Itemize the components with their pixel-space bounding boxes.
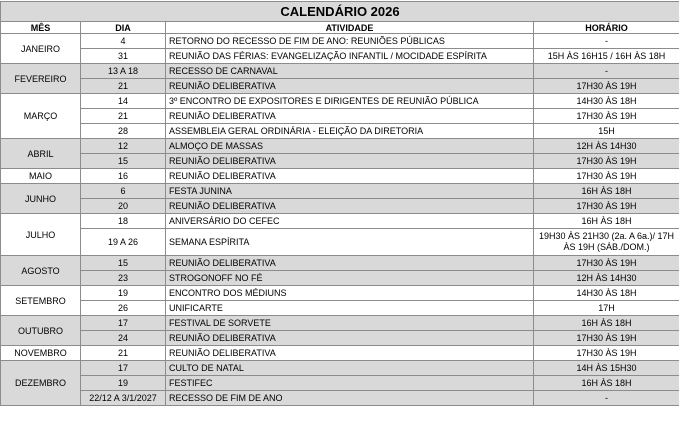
day-cell: 17 — [81, 316, 166, 331]
activity-cell: REUNIÃO DELIBERATIVA — [166, 79, 534, 94]
activity-cell: CULTO DE NATAL — [166, 361, 534, 376]
activity-cell: ASSEMBLEIA GERAL ORDINÁRIA - ELEIÇÃO DA DIRETORIA — [166, 124, 534, 139]
activity-cell: 3º ENCONTRO DE EXPOSITORES E DIRIGENTES DE REUNIÃO PÚBLICA — [166, 94, 534, 109]
day-cell: 21 — [81, 79, 166, 94]
month-cell: MAIO — [1, 169, 81, 184]
day-cell: 4 — [81, 34, 166, 49]
table-row — [1, 79, 679, 94]
table-row — [1, 49, 679, 64]
table-row — [1, 94, 679, 109]
time-cell: 16H ÀS 18H — [534, 214, 679, 229]
time-cell: 17H30 ÀS 19H — [534, 331, 679, 346]
time-cell: 19H30 ÀS 21H30 (2a. A 6a.)/ 17H ÀS 19H (SÁB./DOM.) — [534, 229, 679, 256]
day-cell: 23 — [81, 271, 166, 286]
table-row — [1, 391, 679, 406]
table-row — [1, 286, 679, 301]
time-cell: 17H30 ÀS 19H — [534, 109, 679, 124]
time-cell: 17H30 ÀS 19H — [534, 346, 679, 361]
activity-cell: REUNIÃO DELIBERATIVA — [166, 331, 534, 346]
activity-cell: FESTIFEC — [166, 376, 534, 391]
table-row — [1, 256, 679, 271]
table-row — [1, 346, 679, 361]
table-row — [1, 34, 679, 49]
month-cell: NOVEMBRO — [1, 346, 81, 361]
day-cell: 17 — [81, 361, 166, 376]
activity-cell: REUNIÃO DELIBERATIVA — [166, 169, 534, 184]
table-row — [1, 301, 679, 316]
header-mes: MÊS — [1, 22, 81, 34]
month-cell: AGOSTO — [1, 256, 81, 286]
activity-cell: REUNIÃO DAS FÉRIAS: EVANGELIZAÇÃO INFANTIL / MOCIDADE ESPÍRITA — [166, 49, 534, 64]
day-cell: 19 A 26 — [81, 229, 166, 256]
header-horario: HORÁRIO — [534, 22, 679, 34]
month-cell: ABRIL — [1, 139, 81, 169]
activity-cell: ALMOÇO DE MASSAS — [166, 139, 534, 154]
day-cell: 15 — [81, 256, 166, 271]
day-cell: 6 — [81, 184, 166, 199]
header-dia: DIA — [81, 22, 166, 34]
day-cell: 16 — [81, 169, 166, 184]
table-row — [1, 316, 679, 331]
day-cell: 21 — [81, 109, 166, 124]
calendar-table — [0, 1, 679, 406]
month-cell: FEVEREIRO — [1, 64, 81, 94]
table-row — [1, 199, 679, 214]
activity-cell: FESTIVAL DE SORVETE — [166, 316, 534, 331]
table-row — [1, 214, 679, 229]
day-cell: 19 — [81, 376, 166, 391]
day-cell: 12 — [81, 139, 166, 154]
calendar-title: CALENDÁRIO 2026 — [1, 2, 679, 22]
time-cell: 14H30 ÀS 18H — [534, 94, 679, 109]
time-cell: 17H — [534, 301, 679, 316]
time-cell: 17H30 ÀS 19H — [534, 199, 679, 214]
day-cell: 22/12 A 3/1/2027 — [81, 391, 166, 406]
day-cell: 20 — [81, 199, 166, 214]
time-cell: 17H30 ÀS 19H — [534, 79, 679, 94]
time-cell: 15H — [534, 124, 679, 139]
activity-cell: RETORNO DO RECESSO DE FIM DE ANO: REUNIÕES PÚBLICAS — [166, 34, 534, 49]
time-cell: 16H ÀS 18H — [534, 376, 679, 391]
day-cell: 15 — [81, 154, 166, 169]
activity-cell: REUNIÃO DELIBERATIVA — [166, 109, 534, 124]
day-cell: 21 — [81, 346, 166, 361]
day-cell: 18 — [81, 214, 166, 229]
table-row — [1, 229, 679, 256]
time-cell: 15H ÀS 16H15 / 16H ÀS 18H — [534, 49, 679, 64]
table-row — [1, 64, 679, 79]
month-cell: OUTUBRO — [1, 316, 81, 346]
table-row — [1, 124, 679, 139]
month-cell: JULHO — [1, 214, 81, 256]
time-cell: 14H ÀS 15H30 — [534, 361, 679, 376]
activity-cell: REUNIÃO DELIBERATIVA — [166, 256, 534, 271]
activity-cell: REUNIÃO DELIBERATIVA — [166, 346, 534, 361]
header-atividade: ATIVIDADE — [166, 22, 534, 34]
activity-cell: ANIVERSÁRIO DO CEFEC — [166, 214, 534, 229]
table-row — [1, 376, 679, 391]
activity-cell: RECESSO DE FIM DE ANO — [166, 391, 534, 406]
time-cell: 14H30 ÀS 18H — [534, 286, 679, 301]
time-cell: 12H ÀS 14H30 — [534, 139, 679, 154]
time-cell: - — [534, 391, 679, 406]
month-cell: SETEMBRO — [1, 286, 81, 316]
activity-cell: ENCONTRO DOS MÉDIUNS — [166, 286, 534, 301]
activity-cell: STROGONOFF NO FÉ — [166, 271, 534, 286]
activity-cell: SEMANA ESPÍRITA — [166, 229, 534, 256]
time-cell: 17H30 ÀS 19H — [534, 154, 679, 169]
activity-cell: UNIFICARTE — [166, 301, 534, 316]
activity-cell: REUNIÃO DELIBERATIVA — [166, 199, 534, 214]
table-row — [1, 184, 679, 199]
time-cell: 12H ÀS 14H30 — [534, 271, 679, 286]
table-row — [1, 169, 679, 184]
month-cell: DEZEMBRO — [1, 361, 81, 406]
time-cell: - — [534, 64, 679, 79]
table-row — [1, 361, 679, 376]
time-cell: 17H30 ÀS 19H — [534, 256, 679, 271]
day-cell: 31 — [81, 49, 166, 64]
activity-cell: REUNIÃO DELIBERATIVA — [166, 154, 534, 169]
table-row — [1, 109, 679, 124]
day-cell: 28 — [81, 124, 166, 139]
table-row — [1, 331, 679, 346]
table-row — [1, 154, 679, 169]
activity-cell: RECESSO DE CARNAVAL — [166, 64, 534, 79]
time-cell: 17H30 ÀS 19H — [534, 169, 679, 184]
day-cell: 13 A 18 — [81, 64, 166, 79]
day-cell: 14 — [81, 94, 166, 109]
time-cell: - — [534, 34, 679, 49]
table-row — [1, 271, 679, 286]
time-cell: 16H ÀS 18H — [534, 184, 679, 199]
day-cell: 26 — [81, 301, 166, 316]
month-cell: JANEIRO — [1, 34, 81, 64]
calendar-body — [1, 34, 679, 406]
time-cell: 16H ÀS 18H — [534, 316, 679, 331]
day-cell: 24 — [81, 331, 166, 346]
day-cell: 19 — [81, 286, 166, 301]
activity-cell: FESTA JUNINA — [166, 184, 534, 199]
table-row — [1, 139, 679, 154]
month-cell: MARÇO — [1, 94, 81, 139]
month-cell: JUNHO — [1, 184, 81, 214]
